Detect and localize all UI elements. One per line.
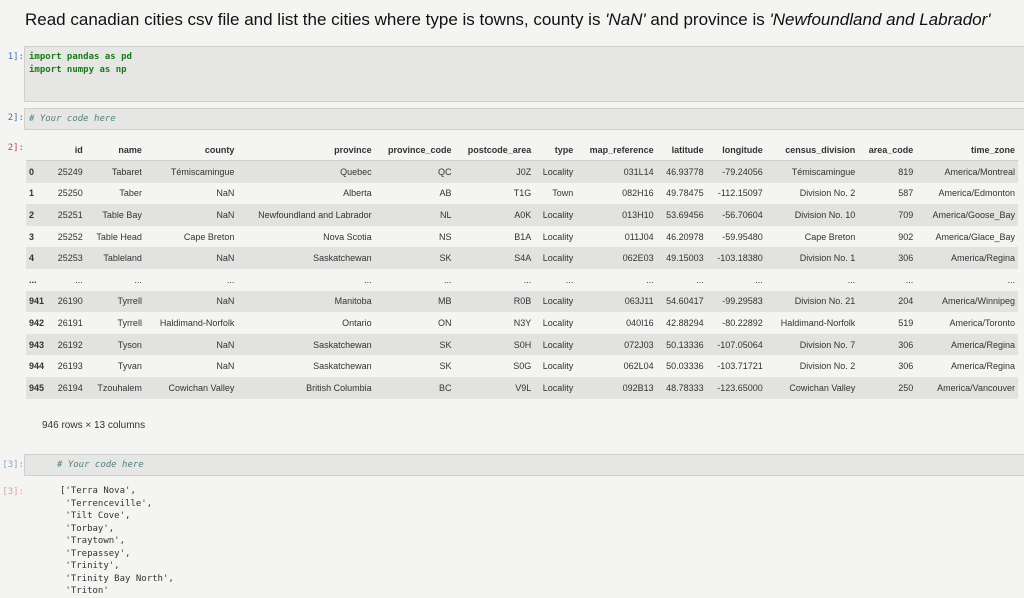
table-row — [26, 355, 1018, 377]
table-cell: -112.15097 — [717, 188, 763, 199]
table-cell: Division No. 10 — [766, 204, 858, 226]
output-line: 'Traytown', — [60, 536, 126, 546]
table-cell: 46.20978 — [666, 231, 704, 242]
table-cell: Nova Scotia — [323, 231, 372, 242]
table-cell: Quebec — [237, 161, 374, 183]
table-cell: Locality — [542, 317, 574, 328]
table-cell: Tabaret — [86, 161, 145, 183]
table-cell: America/Goose_Bay — [916, 204, 1018, 226]
table-cell: 306 — [858, 247, 916, 269]
row-index: 1 — [29, 188, 35, 199]
table-cell: -103.71721 — [717, 361, 763, 372]
table-cell: Locality — [534, 334, 576, 356]
table-cell: 26191 — [57, 317, 83, 328]
column-header: latitude — [657, 140, 707, 161]
table-cell: America/Glace_Bay — [935, 231, 1015, 242]
code-text-2: import numpy as np — [29, 65, 127, 75]
table-cell: Locality — [534, 161, 576, 183]
table-cell: NaN — [216, 361, 235, 372]
column-header: province — [237, 140, 374, 161]
output-line: 'Triton' — [60, 586, 109, 596]
row-index: ... — [29, 274, 37, 285]
table-row — [26, 334, 1018, 356]
table-cell: 54.60417 — [657, 291, 707, 313]
table-cell: QC — [375, 161, 455, 183]
table-cell: America/Edmonton — [938, 188, 1015, 199]
table-cell: Ontario — [342, 317, 372, 328]
table-cell: Division No. 2 — [799, 361, 856, 372]
code-cell-3[interactable] — [24, 454, 1024, 476]
table-cell: NaN — [145, 334, 237, 356]
table-cell: V9L — [455, 377, 535, 399]
table-cell: Témiscamingue — [766, 161, 858, 183]
code-line-1 — [29, 52, 132, 62]
table-row — [26, 161, 1018, 183]
column-header: census_division — [766, 140, 858, 161]
row-index: 942 — [29, 317, 45, 328]
table-cell: 53.69456 — [657, 204, 707, 226]
table-row — [26, 183, 1018, 205]
table-cell: ... — [565, 274, 574, 285]
table-cell: 25252 — [57, 231, 83, 242]
table-cell: 709 — [858, 204, 916, 226]
title-prefix: Read canadian cities csv file and list the cities where type is towns, county is — [25, 10, 606, 29]
table-cell: Locality — [534, 291, 576, 313]
row-index: 2 — [26, 204, 50, 226]
table-cell: ... — [847, 274, 856, 285]
table-cell: 26193 — [57, 361, 83, 372]
table-cell: ... — [134, 274, 142, 285]
out3-prompt: [3]: — [2, 487, 24, 497]
table-cell: NaN — [145, 291, 237, 313]
table-cell: Alberta — [343, 188, 372, 199]
table-cell: America/Regina — [916, 247, 1018, 269]
table-cell: 49.78475 — [666, 188, 704, 199]
code-comment-3: # Your code here — [57, 460, 144, 470]
table-cell: MB — [375, 291, 455, 313]
table-cell: AB — [439, 188, 452, 199]
table-cell: 26192 — [50, 334, 86, 356]
table-cell: Haldimand-Norfolk — [780, 317, 856, 328]
title-county-value: 'NaN' — [605, 10, 646, 29]
table-cell: Tableland — [86, 247, 145, 269]
table-cell: ... — [523, 274, 532, 285]
table-cell: Saskatchewan — [237, 334, 374, 356]
title-province-value: 'Newfoundland and Labrador' — [769, 10, 991, 29]
output-line: ['Terra Nova', — [60, 486, 136, 496]
table-cell: Division No. 1 — [766, 247, 858, 269]
table-cell: NL — [375, 204, 455, 226]
table-cell: NS — [438, 231, 452, 242]
table-cell: SK — [375, 334, 455, 356]
column-header — [26, 140, 50, 161]
output-line: 'Tilt Cove', — [60, 511, 131, 521]
output-line: 'Torbay', — [60, 523, 115, 534]
table-cell: America/Regina — [916, 334, 1018, 356]
table-cell: R0B — [455, 291, 535, 313]
table-cell: ... — [646, 274, 654, 285]
table-cell: A0K — [455, 204, 535, 226]
column-header: longitude — [707, 140, 766, 161]
table-cell: 26194 — [50, 377, 86, 399]
output-line: 'Trinity', — [60, 561, 120, 571]
table-cell: 587 — [898, 188, 914, 199]
cell3-prompt: [3]: — [2, 460, 24, 470]
table-cell: Tyrrell — [117, 317, 142, 328]
table-cell: ON — [438, 317, 452, 328]
table-row — [26, 291, 1018, 313]
table-cell: America/Vancouver — [916, 377, 1018, 399]
cell1-prompt: 1]: — [7, 52, 24, 62]
table-cell: America/Winnipeg — [916, 291, 1018, 313]
table-row — [26, 226, 1018, 248]
table-cell: 26190 — [50, 291, 86, 313]
code-text-1: import pandas as pd — [29, 52, 132, 62]
table-cell: N3Y — [513, 317, 532, 328]
output-line: 'Terrenceville', — [60, 498, 153, 509]
table-cell: 011J04 — [624, 231, 654, 242]
table-cell: Locality — [542, 361, 574, 372]
table-cell: Cape Breton — [804, 231, 856, 242]
table-cell: 013H10 — [576, 204, 656, 226]
markdown-title — [25, 10, 1020, 30]
table-cell: -80.22892 — [722, 317, 763, 328]
table-row — [26, 247, 1018, 269]
table-cell: -56.70604 — [707, 204, 766, 226]
table-cell: 819 — [858, 161, 916, 183]
table-cell: Cowichan Valley — [145, 377, 237, 399]
table-cell: British Columbia — [237, 377, 374, 399]
column-header: time_zone — [916, 140, 1018, 161]
table-cell: Tzouhalem — [86, 377, 145, 399]
table-cell: 48.78333 — [657, 377, 707, 399]
table-cell: 49.15003 — [657, 247, 707, 269]
table-cell: NaN — [145, 247, 237, 269]
table-cell: Cowichan Valley — [766, 377, 858, 399]
table-cell: 519 — [898, 317, 914, 328]
table-cell: Locality — [534, 377, 576, 399]
table-cell: America/Montreal — [916, 161, 1018, 183]
table-cell: ... — [1007, 274, 1015, 285]
table-row — [26, 312, 1018, 334]
code-cell-imports[interactable] — [24, 46, 1024, 102]
column-header: id — [50, 140, 86, 161]
table-cell: Tyrrell — [86, 291, 145, 313]
table-cell: Locality — [542, 231, 574, 242]
table-cell: -99.29583 — [707, 291, 766, 313]
table-cell: -59.95480 — [722, 231, 763, 242]
row-index: 945 — [26, 377, 50, 399]
out2-prompt: 2]: — [7, 143, 24, 153]
table-cell: S0H — [455, 334, 535, 356]
table-cell: ... — [75, 274, 83, 285]
table-cell: Taber — [119, 188, 142, 199]
column-header: postcode_area — [455, 140, 535, 161]
table-cell: 50.13336 — [657, 334, 707, 356]
table-cell: NaN — [216, 188, 235, 199]
table-cell: ... — [755, 274, 763, 285]
table-cell: 42.88294 — [666, 317, 704, 328]
column-header: type — [534, 140, 576, 161]
output-line: 'Trinity Bay North', — [60, 573, 174, 584]
table-cell: Newfoundland and Labrador — [237, 204, 374, 226]
table-cell: 902 — [898, 231, 914, 242]
table-cell: SK — [375, 247, 455, 269]
table-cell: Locality — [534, 247, 576, 269]
table-cell: SK — [439, 361, 452, 372]
table-cell: ... — [696, 274, 704, 285]
cell2-prompt: 2]: — [7, 113, 24, 123]
row-index: 3 — [29, 231, 35, 242]
table-cell: 25251 — [50, 204, 86, 226]
table-cell: Locality — [534, 204, 576, 226]
table-row — [26, 204, 1018, 226]
table-cell: Tyvan — [117, 361, 142, 372]
table-cell: Table Bay — [86, 204, 145, 226]
table-cell: T1G — [513, 188, 532, 199]
table-cell: 092B13 — [576, 377, 656, 399]
table-header-row — [26, 140, 1018, 161]
table-cell: 204 — [858, 291, 916, 313]
table-cell: Tyson — [86, 334, 145, 356]
code-comment-2: # Your code here — [29, 114, 116, 124]
table-row — [26, 269, 1018, 291]
code-line-2 — [29, 65, 127, 75]
table-cell: Cape Breton — [183, 231, 235, 242]
table-cell: 063J11 — [576, 291, 656, 313]
table-cell: Manitoba — [237, 291, 374, 313]
column-header: county — [145, 140, 237, 161]
row-index: 4 — [26, 247, 50, 269]
table-cell: America/Toronto — [949, 317, 1015, 328]
dataframe-shape: 946 rows × 13 columns — [42, 420, 146, 431]
table-cell: 062E03 — [576, 247, 656, 269]
table-cell: J0Z — [455, 161, 535, 183]
column-header: area_code — [858, 140, 916, 161]
table-cell: Division No. 21 — [766, 291, 858, 313]
table-cell: 040I16 — [626, 317, 654, 328]
row-index: 0 — [26, 161, 50, 183]
table-cell: NaN — [145, 204, 237, 226]
table-cell: Témiscamingue — [145, 161, 237, 183]
output-line: 'Trepassey', — [60, 548, 131, 559]
table-cell: ... — [364, 274, 372, 285]
table-cell: 306 — [858, 334, 916, 356]
table-cell: Saskatchewan — [313, 361, 372, 372]
city-list-output — [60, 485, 174, 598]
row-index: 944 — [29, 361, 45, 372]
row-index: 943 — [26, 334, 50, 356]
table-cell: 25249 — [50, 161, 86, 183]
table-cell: 25250 — [57, 188, 83, 199]
table-cell: -123.65000 — [707, 377, 766, 399]
table-cell: 50.03336 — [666, 361, 704, 372]
table-row — [26, 377, 1018, 399]
row-index: 941 — [26, 291, 50, 313]
code-cell-2[interactable] — [24, 108, 1024, 130]
table-cell: -103.18380 — [707, 247, 766, 269]
table-cell: America/Regina — [950, 361, 1015, 372]
table-body — [26, 161, 1018, 399]
table-cell: -107.05064 — [707, 334, 766, 356]
table-cell: 062L04 — [623, 361, 654, 372]
table-cell: 072J03 — [576, 334, 656, 356]
table-cell: -79.24056 — [707, 161, 766, 183]
table-cell: S4A — [455, 247, 535, 269]
dataframe-table — [26, 140, 1018, 399]
title-middle: and province is — [645, 10, 770, 29]
table-cell: ... — [226, 274, 235, 285]
table-cell: 082H16 — [622, 188, 654, 199]
table-cell: Haldimand-Norfolk — [159, 317, 235, 328]
table-cell: 25253 — [50, 247, 86, 269]
table-cell: Table Head — [96, 231, 142, 242]
table-cell: ... — [443, 274, 452, 285]
table-cell: B1A — [514, 231, 532, 242]
table-cell: 250 — [858, 377, 916, 399]
table-cell: 306 — [898, 361, 914, 372]
table-cell: Division No. 2 — [799, 188, 856, 199]
column-header: province_code — [375, 140, 455, 161]
column-header: map_reference — [576, 140, 656, 161]
table-cell: BC — [375, 377, 455, 399]
table-cell: Town — [552, 188, 574, 199]
table-cell: S0G — [513, 361, 532, 372]
table-cell: 031L14 — [576, 161, 656, 183]
table-cell: Saskatchewan — [237, 247, 374, 269]
table-cell: Division No. 7 — [766, 334, 858, 356]
column-header: name — [86, 140, 145, 161]
table-cell: ... — [905, 274, 914, 285]
table-cell: 46.93778 — [657, 161, 707, 183]
